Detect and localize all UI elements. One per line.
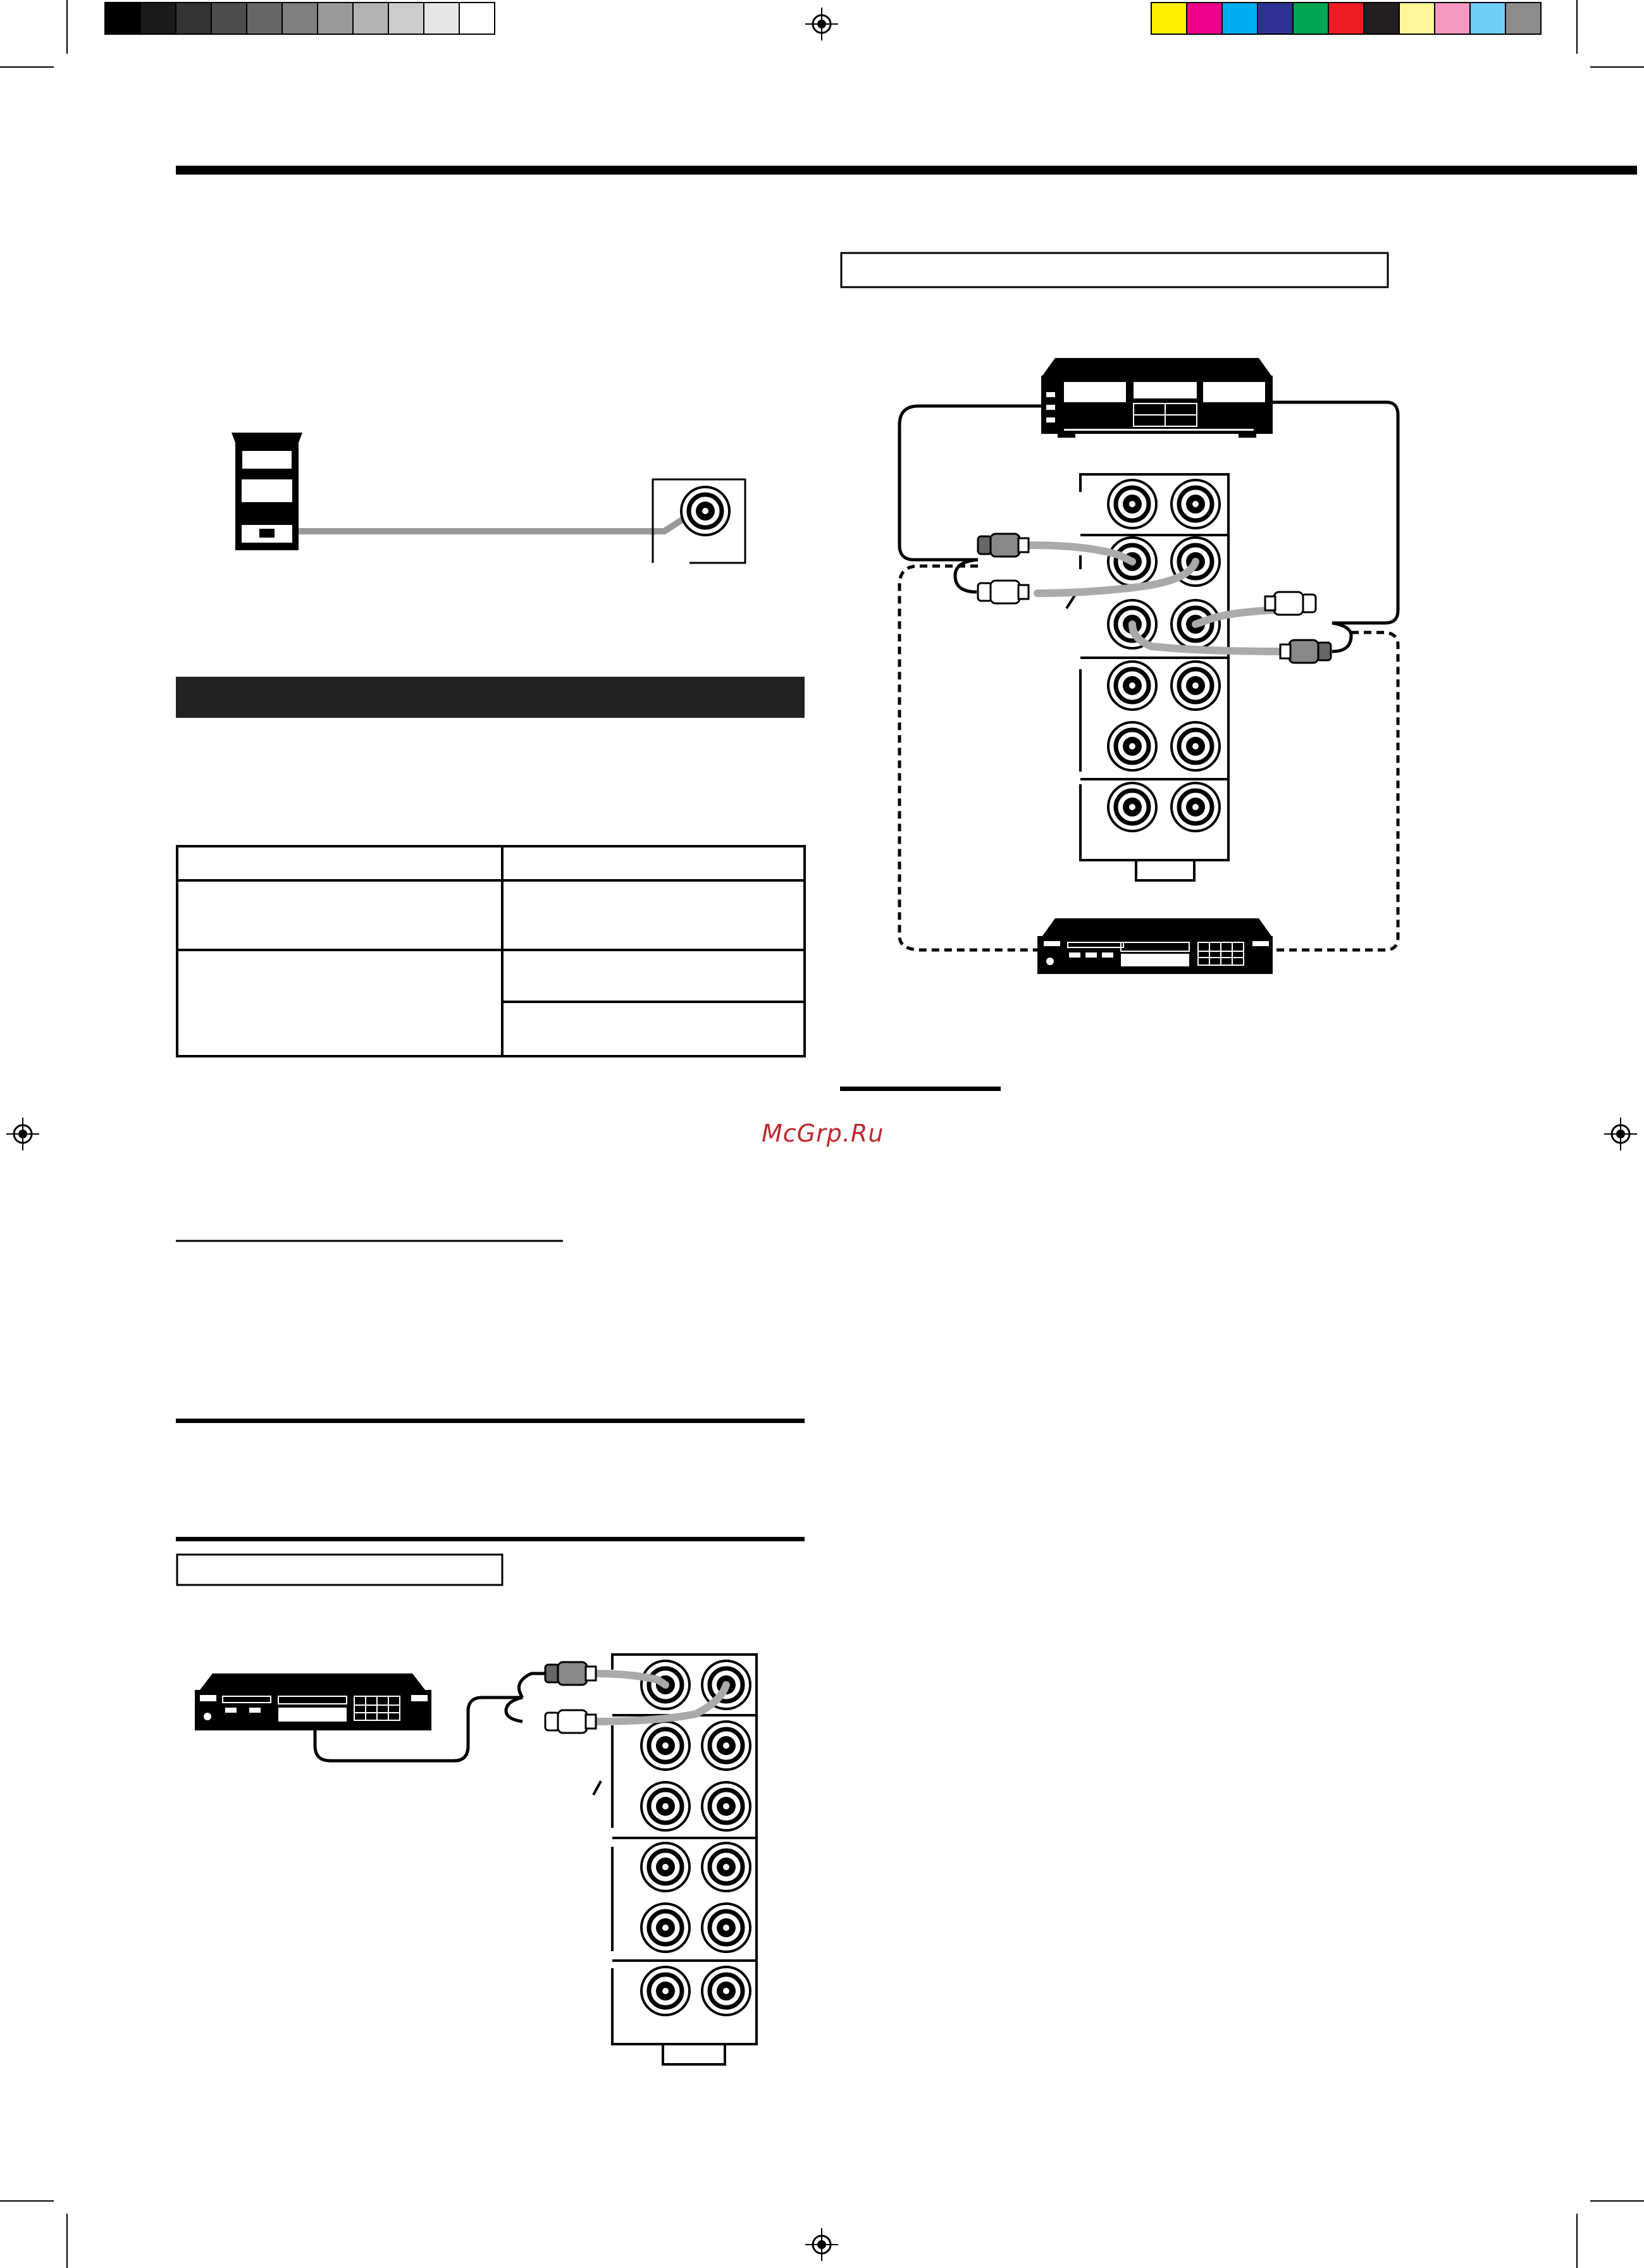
color-swatch [1328, 3, 1364, 34]
color-swatch [1258, 3, 1293, 34]
color-swatch [353, 3, 388, 34]
section-rule [176, 1537, 805, 1541]
subheading-box [177, 1555, 502, 1585]
rca-jack-icon [653, 479, 745, 563]
note-rule [840, 1087, 1001, 1091]
color-swatch [1364, 3, 1399, 34]
spec-table [177, 846, 805, 1056]
color-swatch [1293, 3, 1328, 34]
grayscale-color-bar [105, 3, 495, 34]
section-header-bar [176, 677, 805, 718]
header-rule [176, 166, 1637, 175]
color-swatch [1151, 3, 1187, 34]
panel-slash [593, 1781, 601, 1795]
color-swatch [140, 3, 176, 34]
subwoofer-cable [299, 511, 696, 531]
color-swatch [318, 3, 353, 34]
color-swatch [1435, 3, 1470, 34]
section-rule [176, 1419, 805, 1423]
color-swatch [105, 3, 140, 34]
subwoofer-icon [232, 433, 302, 550]
registration-mark-icon [6, 1118, 39, 1150]
color-swatch [1470, 3, 1505, 34]
cassette-deck-icon [1041, 358, 1273, 438]
color-swatch [1505, 3, 1541, 34]
subheading-box [841, 253, 1388, 287]
color-swatch [1222, 3, 1258, 34]
watermark: McGrp.Ru [762, 1119, 884, 1147]
color-swatch [211, 3, 247, 34]
color-swatch [388, 3, 424, 34]
registration-mark-icon [1604, 1118, 1637, 1150]
registration-mark-icon [805, 8, 838, 40]
cd-player-icon [195, 1673, 431, 1730]
color-swatch [424, 3, 459, 34]
registration-mark-icon [805, 2228, 838, 2261]
color-swatch [459, 3, 495, 34]
cd-cable [519, 1673, 545, 1698]
color-swatch [1187, 3, 1222, 34]
color-swatch [247, 3, 282, 34]
rca-plug-icon [545, 1662, 596, 1733]
process-color-bar [1151, 3, 1541, 34]
panel-slash [1066, 595, 1075, 608]
color-swatch [1399, 3, 1435, 34]
color-swatch [176, 3, 211, 34]
color-swatch [282, 3, 318, 34]
cd-player-icon [1037, 918, 1273, 974]
